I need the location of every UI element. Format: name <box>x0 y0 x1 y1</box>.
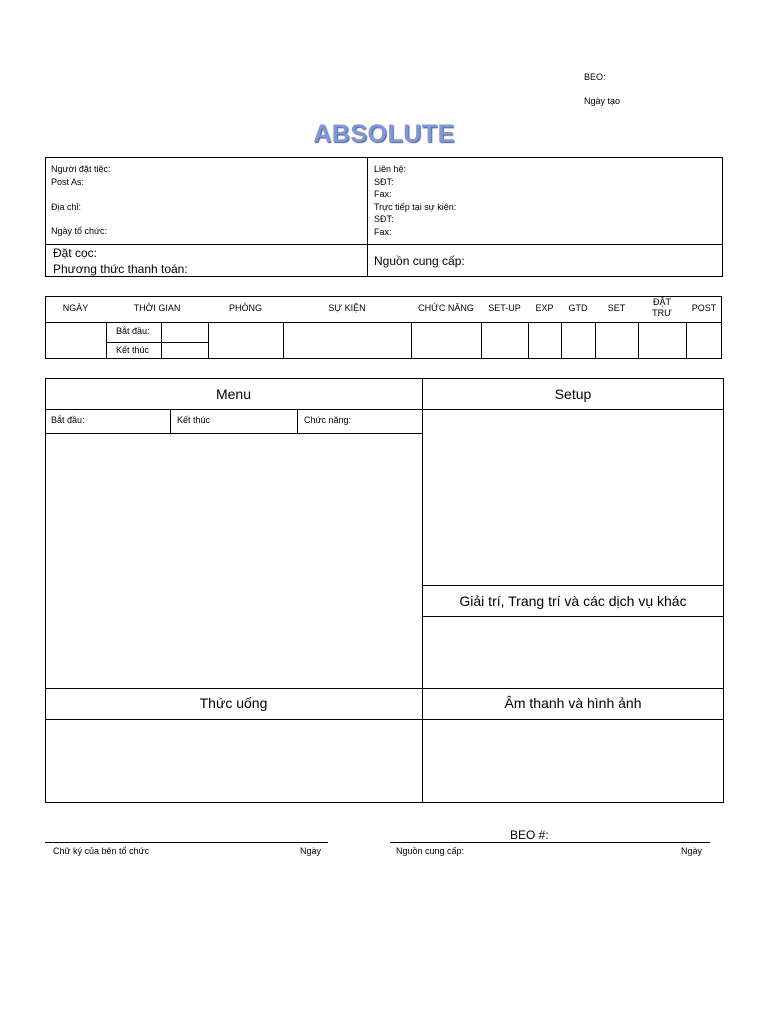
details-box <box>45 378 724 803</box>
menu-function-label: Chức năng: <box>304 415 352 425</box>
col-header-time: THỜI GIAN <box>133 303 181 313</box>
supplier-label: Nguồn cung cấp: <box>374 254 465 268</box>
beo-number-label: BEO #: <box>510 828 549 842</box>
menu-start-label: Bắt đầu: <box>51 415 85 425</box>
col-header-reserve: ĐẶT TRƯ <box>652 297 672 318</box>
date-created-label: Ngày tạo <box>584 96 621 106</box>
onsite-fax-label: Fax: <box>374 227 392 237</box>
setup-heading: Setup <box>554 386 592 402</box>
client-name-label: Người đặt tiệc: <box>51 164 111 174</box>
menu-end-label: Kết thúc <box>177 415 211 425</box>
beo-label: BEO: <box>584 72 606 82</box>
onsite-phone-label: SĐT: <box>374 214 394 224</box>
av-heading: Âm thanh và hình ảnh <box>504 695 642 711</box>
start-time-label: Bắt đầu: <box>116 326 150 336</box>
col-header-function: CHỨC NĂNG <box>418 303 474 313</box>
form-title: ABSOLUTE <box>313 120 455 148</box>
contact-label: Liên hệ: <box>374 164 407 174</box>
payment-method-label: Phương thức thanh toán: <box>53 262 188 276</box>
menu-heading: Menu <box>215 386 252 402</box>
organizer-date-label: Ngày <box>300 846 322 856</box>
address-label: Địa chỉ: <box>51 202 82 212</box>
supplier-signature-label: Nguồn cung cấp: <box>396 846 465 856</box>
col-header-date: NGÀY <box>62 303 89 313</box>
fax-label: Fax: <box>374 189 392 199</box>
col-header-event: SỰ KIỆN <box>328 303 366 313</box>
col-header-exp: EXP <box>535 303 554 313</box>
onsite-contact-label: Trực tiếp tại sự kiện: <box>374 202 457 212</box>
col-header-post: POST <box>691 303 717 313</box>
post-as-label: Post As: <box>51 177 85 187</box>
event-date-label: Ngày tổ chức: <box>51 226 108 236</box>
col-header-set: SET <box>607 303 626 313</box>
deposit-label: Đặt cọc: <box>53 246 98 260</box>
end-time-label: Kết thúc <box>116 345 150 355</box>
col-header-gtd: GTD <box>568 303 588 313</box>
col-header-setup: SET-UP <box>488 303 521 313</box>
organizer-signature-label: Chữ ký của bên tổ chức <box>53 846 150 856</box>
entertainment-heading: Giải trí, Trang trí và các dịch vụ khác <box>459 593 687 609</box>
supplier-date-label: Ngày <box>681 846 703 856</box>
drinks-heading: Thức uống <box>199 695 268 711</box>
phone-label: SĐT: <box>374 177 394 187</box>
col-header-room: PHÒNG <box>228 303 262 313</box>
